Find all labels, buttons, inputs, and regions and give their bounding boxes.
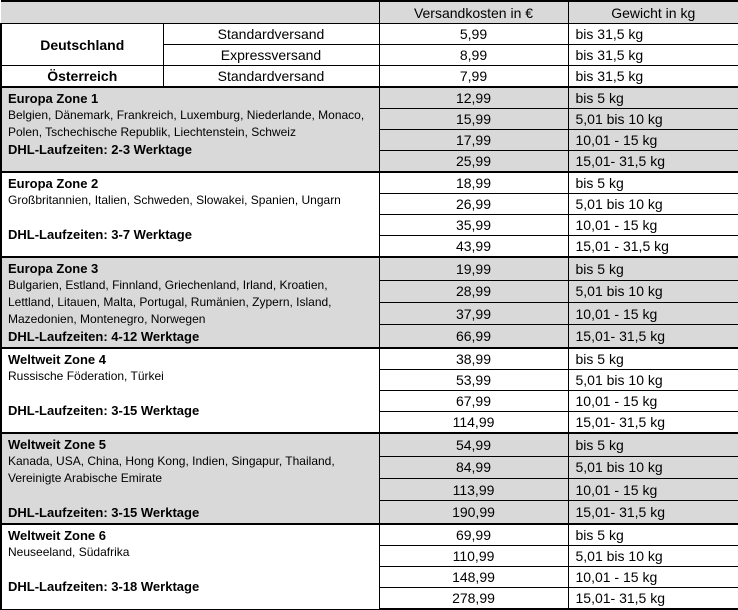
weight-cell: 10,01 - 15 kg <box>568 215 738 236</box>
weight-cell: 15,01- 31,5 kg <box>568 501 738 524</box>
weight-cell: 10,01 - 15 kg <box>568 130 738 151</box>
zone-countries: Neuseeland, Südafrika <box>8 545 130 559</box>
weight-cell: 5,01 bis 10 kg <box>568 280 738 302</box>
weight-cell: bis 5 kg <box>568 433 738 456</box>
cost-cell: 278,99 <box>379 588 568 610</box>
weight-cell: 10,01 - 15 kg <box>568 302 738 324</box>
weight-cell: 5,01 bis 10 kg <box>568 456 738 478</box>
cost-cell: 19,99 <box>379 257 568 280</box>
weight-cell: 15,01- 31,5 kg <box>568 325 738 348</box>
weight-cell: bis 31,5 kg <box>568 45 738 66</box>
cost-cell: 15,99 <box>379 109 568 130</box>
weight-cell: bis 5 kg <box>568 87 738 109</box>
weight-cell: 10,01 - 15 kg <box>568 391 738 412</box>
zone-transit-time: DHL-Laufzeiten: 3-15 Werktage <box>8 505 200 520</box>
weight-cell: 5,01 bis 10 kg <box>568 370 738 391</box>
cost-cell: 110,99 <box>379 546 568 567</box>
weight-cell: bis 5 kg <box>568 172 738 194</box>
weight-cell: 10,01 - 15 kg <box>568 567 738 588</box>
cost-cell: 190,99 <box>379 501 568 524</box>
zone-title: Europa Zone 1 <box>8 91 99 106</box>
weight-column-header: Gewicht in kg <box>568 1 738 24</box>
weight-cell: bis 5 kg <box>568 257 738 280</box>
weight-cell: 15,01 - 31,5 kg <box>568 236 738 258</box>
weight-cell: bis 31,5 kg <box>568 24 738 45</box>
zone-countries: Kanada, USA, China, Hong Kong, Indien, Singapur, Thailand, Vereinigte Arabische Emirate <box>8 454 335 485</box>
weight-cell: bis 5 kg <box>568 524 738 546</box>
cost-cell: 54,99 <box>379 433 568 456</box>
zone-title: Weltweit Zone 6 <box>8 528 106 543</box>
weight-cell: 10,01 - 15 kg <box>568 478 738 500</box>
cost-cell: 43,99 <box>379 236 568 258</box>
weight-cell: 15,01- 31,5 kg <box>568 588 738 610</box>
zone-title: Europa Zone 2 <box>8 176 99 191</box>
weight-cell: bis 5 kg <box>568 348 738 370</box>
weight-cell: bis 31,5 kg <box>568 66 738 88</box>
zone-title: Weltweit Zone 4 <box>8 352 106 367</box>
cost-cell: 5,99 <box>379 24 568 45</box>
weight-cell: 15,01- 31,5 kg <box>568 151 738 173</box>
weight-cell: 5,01 bis 10 kg <box>568 546 738 567</box>
zone-info-cell-europa-zone-3 <box>1 257 379 348</box>
cost-column-header: Versandkosten in € <box>379 1 568 24</box>
cost-cell: 28,99 <box>379 280 568 302</box>
zone-countries: Russische Föderation, Türkei <box>8 369 164 383</box>
cost-cell: 69,99 <box>379 524 568 546</box>
zone-title: Europa Zone 3 <box>8 261 99 276</box>
country-cell-oesterreich: Österreich <box>1 66 163 88</box>
service-cell: Standardversand <box>163 24 379 45</box>
weight-cell: 5,01 bis 10 kg <box>568 194 738 215</box>
cost-cell: 38,99 <box>379 348 568 370</box>
zone-countries: Belgien, Dänemark, Frankreich, Luxemburg, Niederlande, Monaco, Polen, Tschechische Republik, Liechtenstein, Schweiz <box>8 108 365 139</box>
cost-cell: 67,99 <box>379 391 568 412</box>
zone-transit-time: DHL-Laufzeiten: 3-15 Werktage <box>8 403 200 418</box>
cost-cell: 26,99 <box>379 194 568 215</box>
country-cell-deutschland: Deutschland <box>1 24 163 66</box>
cost-cell: 12,99 <box>379 87 568 109</box>
cost-cell: 53,99 <box>379 370 568 391</box>
cost-cell: 7,99 <box>379 66 568 88</box>
cost-cell: 114,99 <box>379 412 568 434</box>
service-cell: Standardversand <box>163 66 379 88</box>
cost-cell: 18,99 <box>379 172 568 194</box>
zone-info-cell-weltweit-zone-5 <box>1 433 379 524</box>
cost-cell: 8,99 <box>379 45 568 66</box>
weight-cell: 5,01 bis 10 kg <box>568 109 738 130</box>
cost-cell: 148,99 <box>379 567 568 588</box>
cost-cell: 84,99 <box>379 456 568 478</box>
cost-cell: 25,99 <box>379 151 568 173</box>
cost-cell: 17,99 <box>379 130 568 151</box>
zone-info-cell-europa-zone-2 <box>1 172 379 257</box>
service-cell: Expressversand <box>163 45 379 66</box>
cost-cell: 113,99 <box>379 478 568 500</box>
zone-countries: Großbritannien, Italien, Schweden, Slowakei, Spanien, Ungarn <box>8 193 341 207</box>
zone-transit-time: DHL-Laufzeiten: 3-7 Werktage <box>8 227 192 242</box>
zone-transit-time: DHL-Laufzeiten: 4-12 Werktage <box>8 329 200 344</box>
table-corner-spacer <box>1 1 379 24</box>
zone-info-cell-weltweit-zone-6 <box>1 524 379 609</box>
weight-cell: 15,01- 31,5 kg <box>568 412 738 434</box>
zone-info-cell-europa-zone-1 <box>1 87 379 172</box>
zone-transit-time: DHL-Laufzeiten: 3-18 Werktage <box>8 579 200 594</box>
zone-countries: Bulgarien, Estland, Finnland, Griechenland, Irland, Kroatien, Lettland, Litauen, Malta, Portugal, Rumänien, Zypern, Island, Mazedonien, Montenegro, Norwegen <box>8 278 332 326</box>
zone-title: Weltweit Zone 5 <box>8 437 106 452</box>
zone-transit-time: DHL-Laufzeiten: 2-3 Werktage <box>8 142 192 157</box>
zone-info-cell-weltweit-zone-4 <box>1 348 379 433</box>
cost-cell: 37,99 <box>379 302 568 324</box>
cost-cell: 66,99 <box>379 325 568 348</box>
cost-cell: 35,99 <box>379 215 568 236</box>
